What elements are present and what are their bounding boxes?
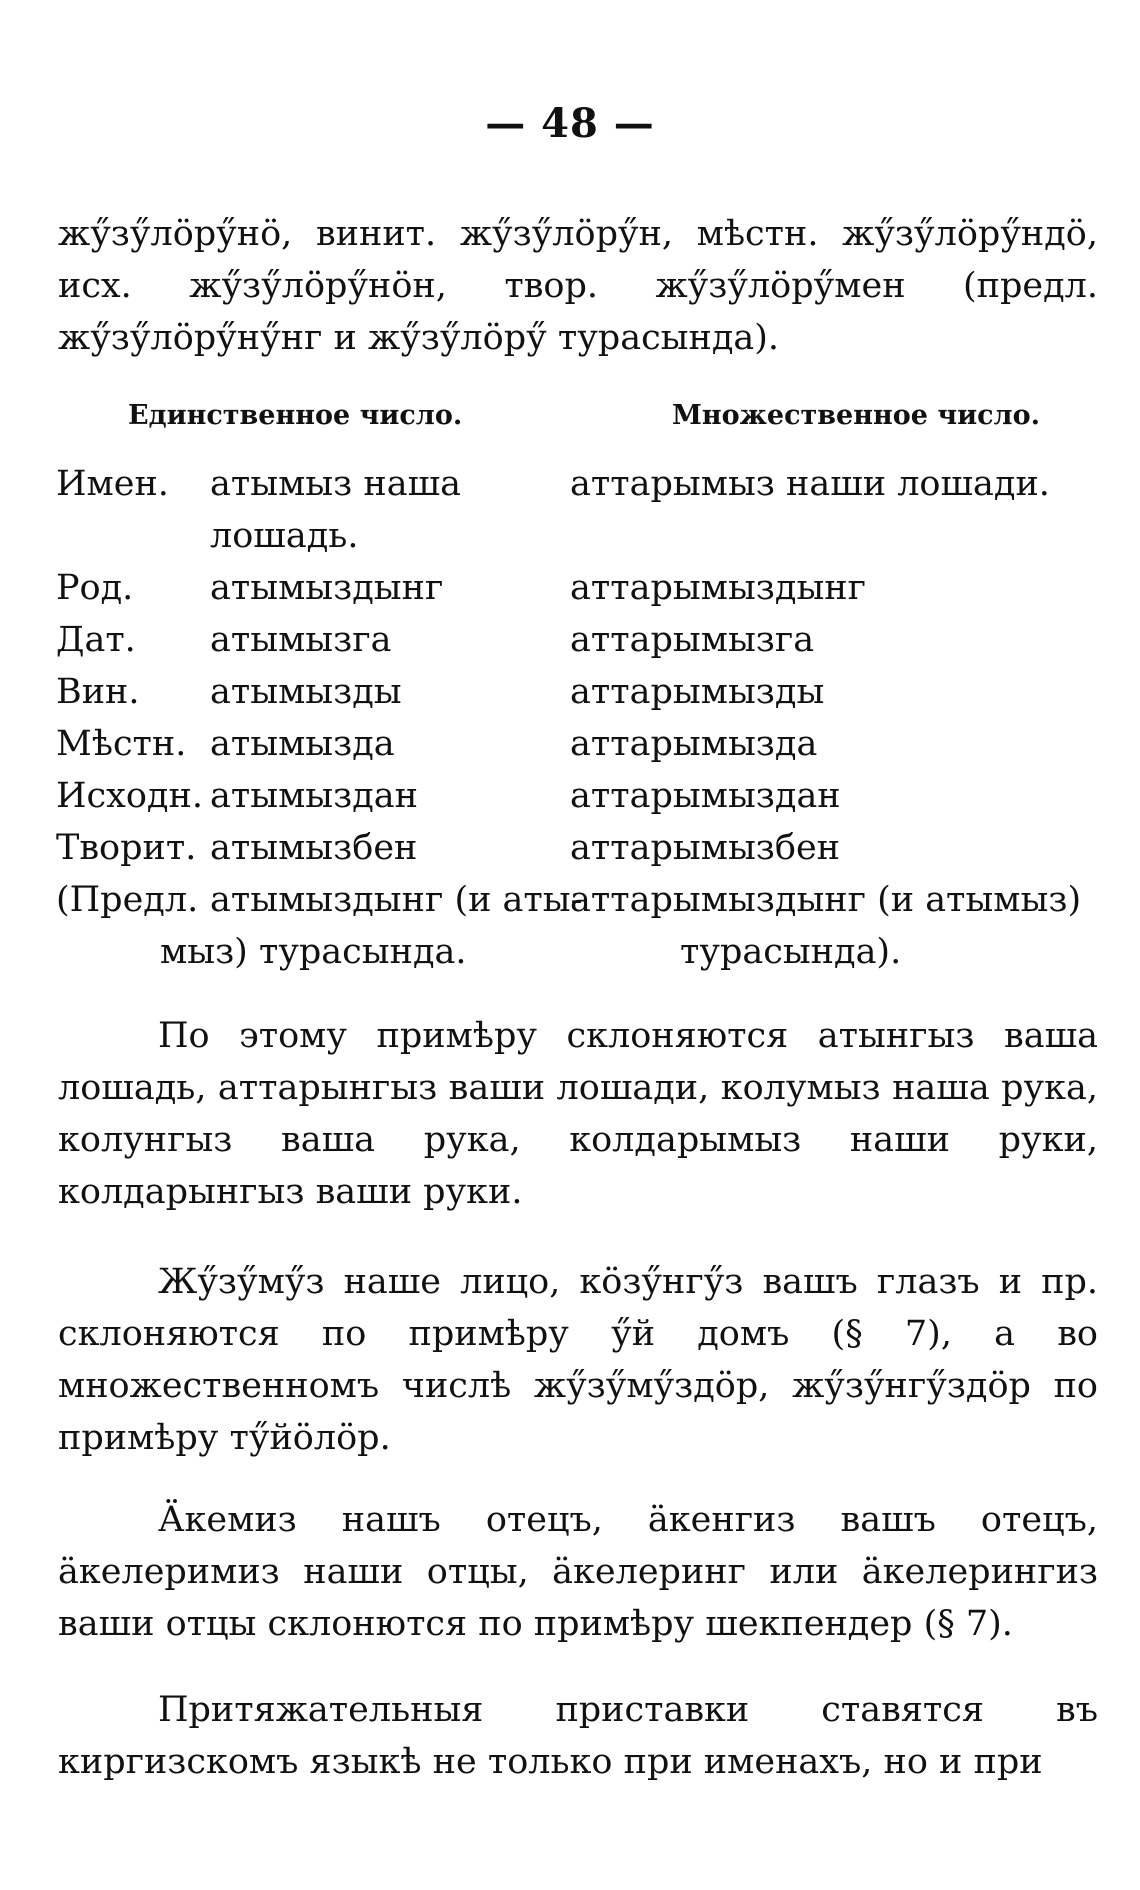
- case-label: Исходн.: [56, 776, 203, 816]
- case-label: Мѣстн.: [56, 724, 187, 764]
- page-number: — 48 —: [485, 100, 655, 147]
- case-label: Имен.: [56, 464, 169, 504]
- plural-form: аттарымыздынг: [570, 568, 866, 608]
- plural-form: аттарымызды: [570, 672, 825, 712]
- singular-form: атымызбен: [210, 828, 418, 868]
- declension-row: [0, 620, 1140, 672]
- declension-row: [0, 516, 1140, 568]
- declension-row: [0, 828, 1140, 880]
- singular-form: лошадь.: [210, 516, 359, 556]
- declension-row: [0, 932, 1140, 984]
- case-label: Род.: [56, 568, 134, 608]
- intro-paragraph: жӳзӳлӧрӳнӧ, винит. жӳзӳлӧрӳн, мѣстн. жӳзӳлӧрӳндӧ, исх. жӳзӳлӧрӳнӧн, твор. жӳзӳлӧрӳмен (предл. жӳзӳлӧрӳнӳнг и жӳзӳлӧрӳ турасында).: [58, 214, 1098, 358]
- paragraph: Притяжательныя приставки ставятся въ киргизскомъ языкѣ не только при именахъ, но и при: [58, 1690, 1098, 1782]
- plural-form: аттарымыз наши лошади.: [570, 464, 1050, 504]
- header-singular: Единственное число.: [128, 400, 463, 431]
- singular-form: атымызга: [210, 620, 392, 660]
- plural-form: аттарымыздынг (и атымыз): [570, 880, 1082, 920]
- declension-row: [0, 880, 1140, 932]
- singular-form: атымыздан: [210, 776, 419, 816]
- singular-form: атымызда: [210, 724, 395, 764]
- case-label: Дат.: [56, 620, 136, 660]
- case-label: Вин.: [56, 672, 140, 712]
- paragraph: По этому примѣру склоняются атынгыз ваша лошадь, аттарынгыз ваши лошади, колумыз наша рука, колунгыз ваша рука, колдарымыз наши руки, колдарынгыз ваши руки.: [58, 1016, 1098, 1212]
- declension-row: [0, 568, 1140, 620]
- case-label: Творит.: [56, 828, 197, 868]
- case-label: (Предл.: [56, 880, 199, 920]
- singular-form: атымыздынг: [210, 568, 444, 608]
- plural-form: аттарымызга: [570, 620, 815, 660]
- singular-form: атымыздынг (и аты-: [210, 880, 583, 920]
- singular-form: атымызды: [210, 672, 402, 712]
- paragraph: Жӳзӳмӳз наше лицо, кӧзӳнгӳз вашъ глазъ и пр. склоняются по примѣру ӳй домъ (§ 7), а во множественномъ числѣ жӳзӳмӳздӧр, жӳзӳнгӳздӧр по примѣру тӳйӧлӧр.: [58, 1262, 1098, 1458]
- declension-row: [0, 464, 1140, 516]
- singular-form: атымыз наша: [210, 464, 461, 504]
- singular-form: мыз) турасында.: [160, 932, 467, 972]
- declension-row: [0, 724, 1140, 776]
- header-plural: Множественное число.: [672, 400, 1040, 431]
- plural-form: аттарымызбен: [570, 828, 841, 868]
- declension-row: [0, 776, 1140, 828]
- declension-row: [0, 672, 1140, 724]
- plural-form: аттарымызда: [570, 724, 818, 764]
- paragraph: Ӓкемиз нашъ отецъ, ӓкенгиз вашъ отецъ, ӓкелеримиз наши отцы, ӓкелеринг или ӓкелерингиз ваши отцы склонются по примѣру шекпендер (§ 7).: [58, 1500, 1098, 1644]
- plural-form: турасында).: [680, 932, 902, 972]
- plural-form: аттарымыздан: [570, 776, 841, 816]
